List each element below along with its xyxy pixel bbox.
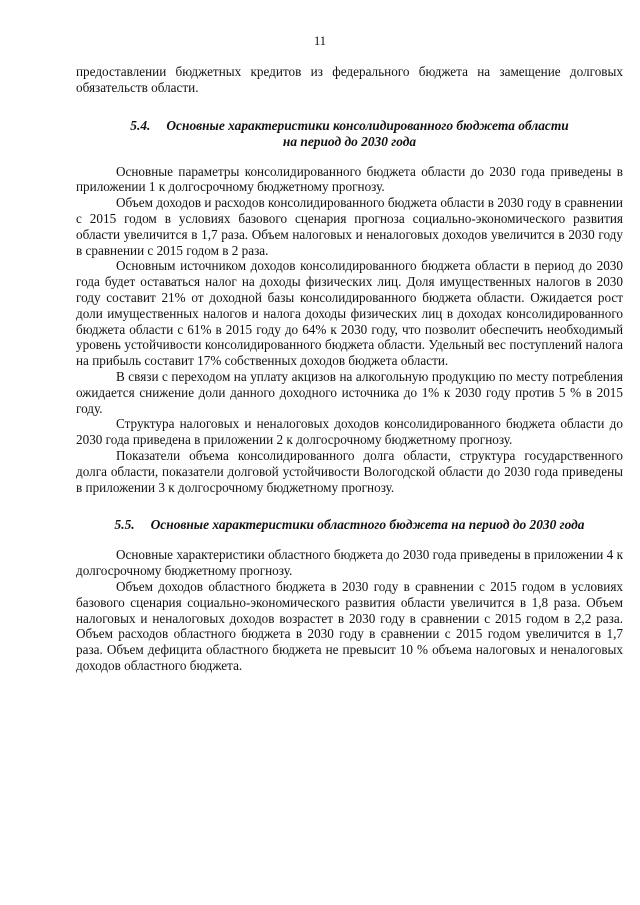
paragraph: Основным источником доходов консолидированного бюджета области в период до 2030 года будет оставаться налог на доходы физических лиц. Доля имущественных налогов в 2030 году составит 21% от доходной базы консолидированного бюджета области. Ожидается рост доли имущественных налогов и налога доходы физических лиц в доходах консолидированного бюджета области с 61% в 2015 году до 64% к 2030 году, что позволит обеспечить необходимый уровень устойчивости консолидированного бюджета области. Удельный вес поступлений налога на прибыль составит 17% собственных доходов бюджета области. [76,258,623,369]
section-title-line2: на период до 2030 года [282,133,417,149]
document-body [76,64,623,674]
section-title-line1: Основные характеристики консолидированного бюджета области [166,117,569,133]
section-number: 5.5. [114,517,135,533]
section-number: 5.4. [130,117,151,133]
page-number: 11 [313,34,327,48]
section-title: Основные характеристики областного бюджета на период до 2030 года [150,517,585,533]
paragraph: Показатели объема консолидированного долга области, структура государственного долга области, показатели долговой устойчивости Вологодской области до 2030 года приведены в приложении 3 к долгосрочному бюджетному прогнозу. [76,447,623,495]
paragraph: Структура налоговых и неналоговых доходов консолидированного бюджета области до 2030 года приведена в приложении 2 к долгосрочному бюджетному прогнозу. [76,416,623,448]
section-5-4-heading [76,118,623,150]
paragraph: Объем доходов областного бюджета в 2030 году в сравнении с 2015 годом в условиях базового сценария социально-экономического развития области увеличится в 1,8 раза. Объем налоговых и неналоговых доходов возрастет в 2030 году в сравнении с 2015 годом в 2,2 раза. Объем расходов областного бюджета в 2030 году в сравнении с 2015 годом увеличится в 1,7 раза. Объем дефицита областного бюджета не превысит 10 % объема налоговых и неналоговых доходов областного бюджета. [76,578,623,673]
paragraph: Основные характеристики областного бюджета до 2030 года приведены в приложении 4 к долгосрочному бюджетному прогнозу. [76,547,623,579]
continuation-paragraph: предоставлении бюджетных кредитов из федерального бюджета на замещение долговых обязательств области. [76,64,623,95]
section-5-5-heading [76,517,623,533]
paragraph: Объем доходов и расходов консолидированного бюджета области в 2030 году в сравнении с 2015 годом в условиях базового сценария прогноза социально-экономического развития области увеличится в 1,7 раза. Объем налоговых и неналоговых доходов увеличится в 2030 году в сравнении с 2015 годом в 2 раза. [76,195,623,258]
paragraph: Основные параметры консолидированного бюджета области до 2030 года приведены в приложении 1 к долгосрочному бюджетному прогнозу. [76,163,623,195]
paragraph: В связи с переходом на уплату акцизов на алкогольную продукцию по месту потребления ожидается снижение доли данного доходного источника до 1% к 2030 году против 5 % в 2015 году. [76,368,623,416]
